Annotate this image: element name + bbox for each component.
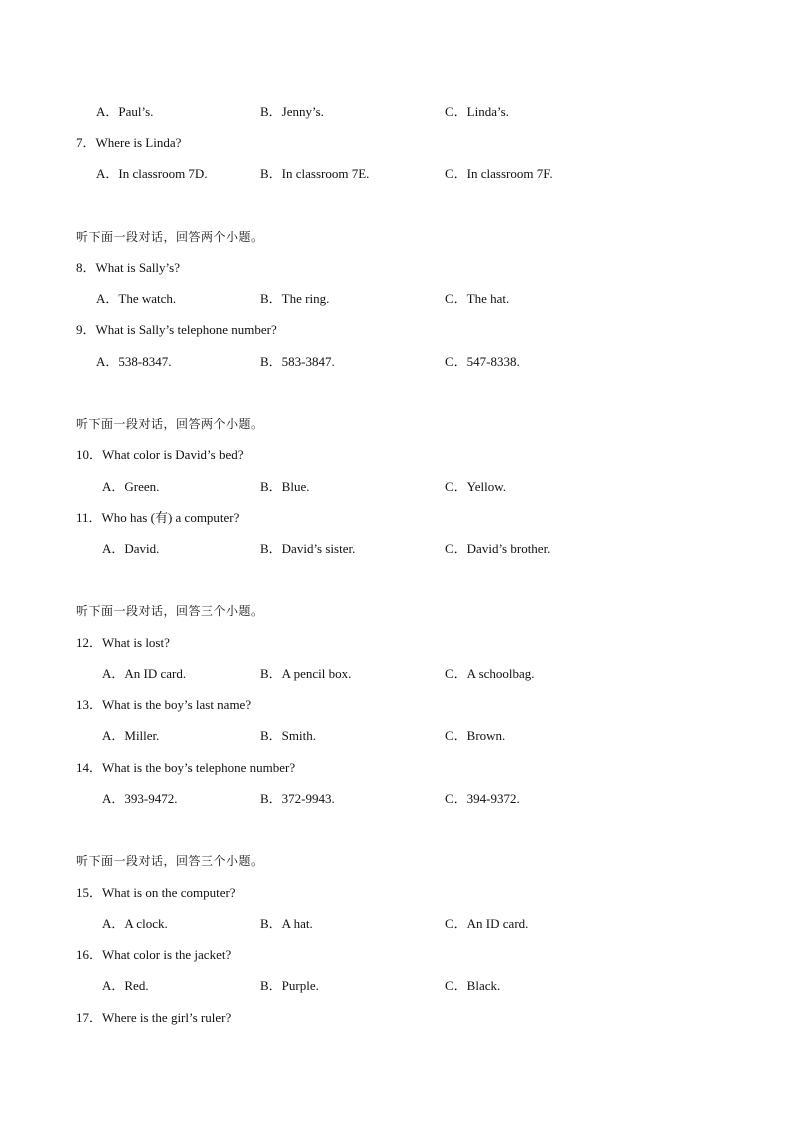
question-11: [0, 508, 794, 528]
question-text: 16．What color is the jacket?: [76, 947, 232, 962]
option-c: C．Black.: [445, 978, 501, 993]
option-c: C．In classroom 7F.: [445, 166, 553, 181]
instruction-text: 听下面一段对话，回答三个小题。: [76, 854, 264, 868]
section-instruction: [0, 851, 794, 871]
option-a: A．Green.: [102, 479, 160, 494]
question-text: 11．Who has (有) a computer?: [76, 510, 240, 525]
options-row-q16: [0, 976, 794, 996]
question-text: 10．What color is David’s bed?: [76, 447, 244, 462]
option-a: A．An ID card.: [102, 666, 187, 681]
question-text: 8．What is Sally’s?: [76, 260, 180, 275]
option-c: C．David’s brother.: [445, 541, 551, 556]
option-b: B．In classroom 7E.: [260, 166, 370, 181]
option-a: A．393-9472.: [102, 791, 178, 806]
options-row-q7: [0, 164, 794, 184]
option-b: B．Purple.: [260, 978, 319, 993]
option-a: A．Miller.: [102, 728, 160, 743]
question-text: 9．What is Sally’s telephone number?: [76, 322, 277, 337]
section-instruction: [0, 227, 794, 247]
question-9: [0, 320, 794, 340]
question-text: 7．Where is Linda?: [76, 135, 182, 150]
question-text: 17．Where is the girl’s ruler?: [76, 1010, 232, 1025]
instruction-text: 听下面一段对话，回答两个小题。: [76, 230, 264, 244]
question-7: [0, 133, 794, 153]
option-c: C．An ID card.: [445, 916, 529, 931]
option-b: B．The ring.: [260, 291, 330, 306]
option-a: A．Red.: [102, 978, 149, 993]
question-17: [0, 1008, 794, 1028]
question-15: [0, 883, 794, 903]
option-b: B．583-3847.: [260, 354, 335, 369]
option-b: B．Smith.: [260, 728, 316, 743]
question-text: 14．What is the boy’s telephone number?: [76, 760, 296, 775]
options-row-q12: [0, 664, 794, 684]
option-c: C．Brown.: [445, 728, 506, 743]
option-c: C．Linda’s.: [445, 104, 509, 119]
option-c: C．A schoolbag.: [445, 666, 535, 681]
question-10: [0, 445, 794, 465]
options-row-q13: [0, 726, 794, 746]
options-row-q11: [0, 539, 794, 559]
question-text: 12．What is lost?: [76, 635, 170, 650]
option-c: C．The hat.: [445, 291, 510, 306]
instruction-text: 听下面一段对话，回答两个小题。: [76, 417, 264, 431]
option-b: B．A pencil box.: [260, 666, 352, 681]
option-a: A．David.: [102, 541, 160, 556]
question-13: [0, 695, 794, 715]
option-a: A．In classroom 7D.: [96, 166, 208, 181]
option-c: C．547-8338.: [445, 354, 520, 369]
section-instruction: [0, 601, 794, 621]
options-row-q15: [0, 914, 794, 934]
option-c: C．394-9372.: [445, 791, 520, 806]
question-12: [0, 633, 794, 653]
option-a: A．Paul’s.: [96, 104, 154, 119]
question-text: 13．What is the boy’s last name?: [76, 697, 252, 712]
options-row-q10: [0, 477, 794, 497]
instruction-text: 听下面一段对话，回答三个小题。: [76, 604, 264, 618]
question-text: 15．What is on the computer?: [76, 885, 236, 900]
question-16: [0, 945, 794, 965]
options-row-q6: [0, 102, 794, 122]
question-8: [0, 258, 794, 278]
question-14: [0, 758, 794, 778]
option-b: B．A hat.: [260, 916, 313, 931]
option-b: B．David’s sister.: [260, 541, 356, 556]
option-b: B．372-9943.: [260, 791, 335, 806]
option-a: A．A clock.: [102, 916, 168, 931]
option-a: A．The watch.: [96, 291, 177, 306]
options-row-q14: [0, 789, 794, 809]
option-b: B．Blue.: [260, 479, 310, 494]
option-b: B．Jenny’s.: [260, 104, 324, 119]
option-c: C．Yellow.: [445, 479, 507, 494]
options-row-q9: [0, 352, 794, 372]
options-row-q8: [0, 289, 794, 309]
option-a: A．538-8347.: [96, 354, 172, 369]
section-instruction: [0, 414, 794, 434]
